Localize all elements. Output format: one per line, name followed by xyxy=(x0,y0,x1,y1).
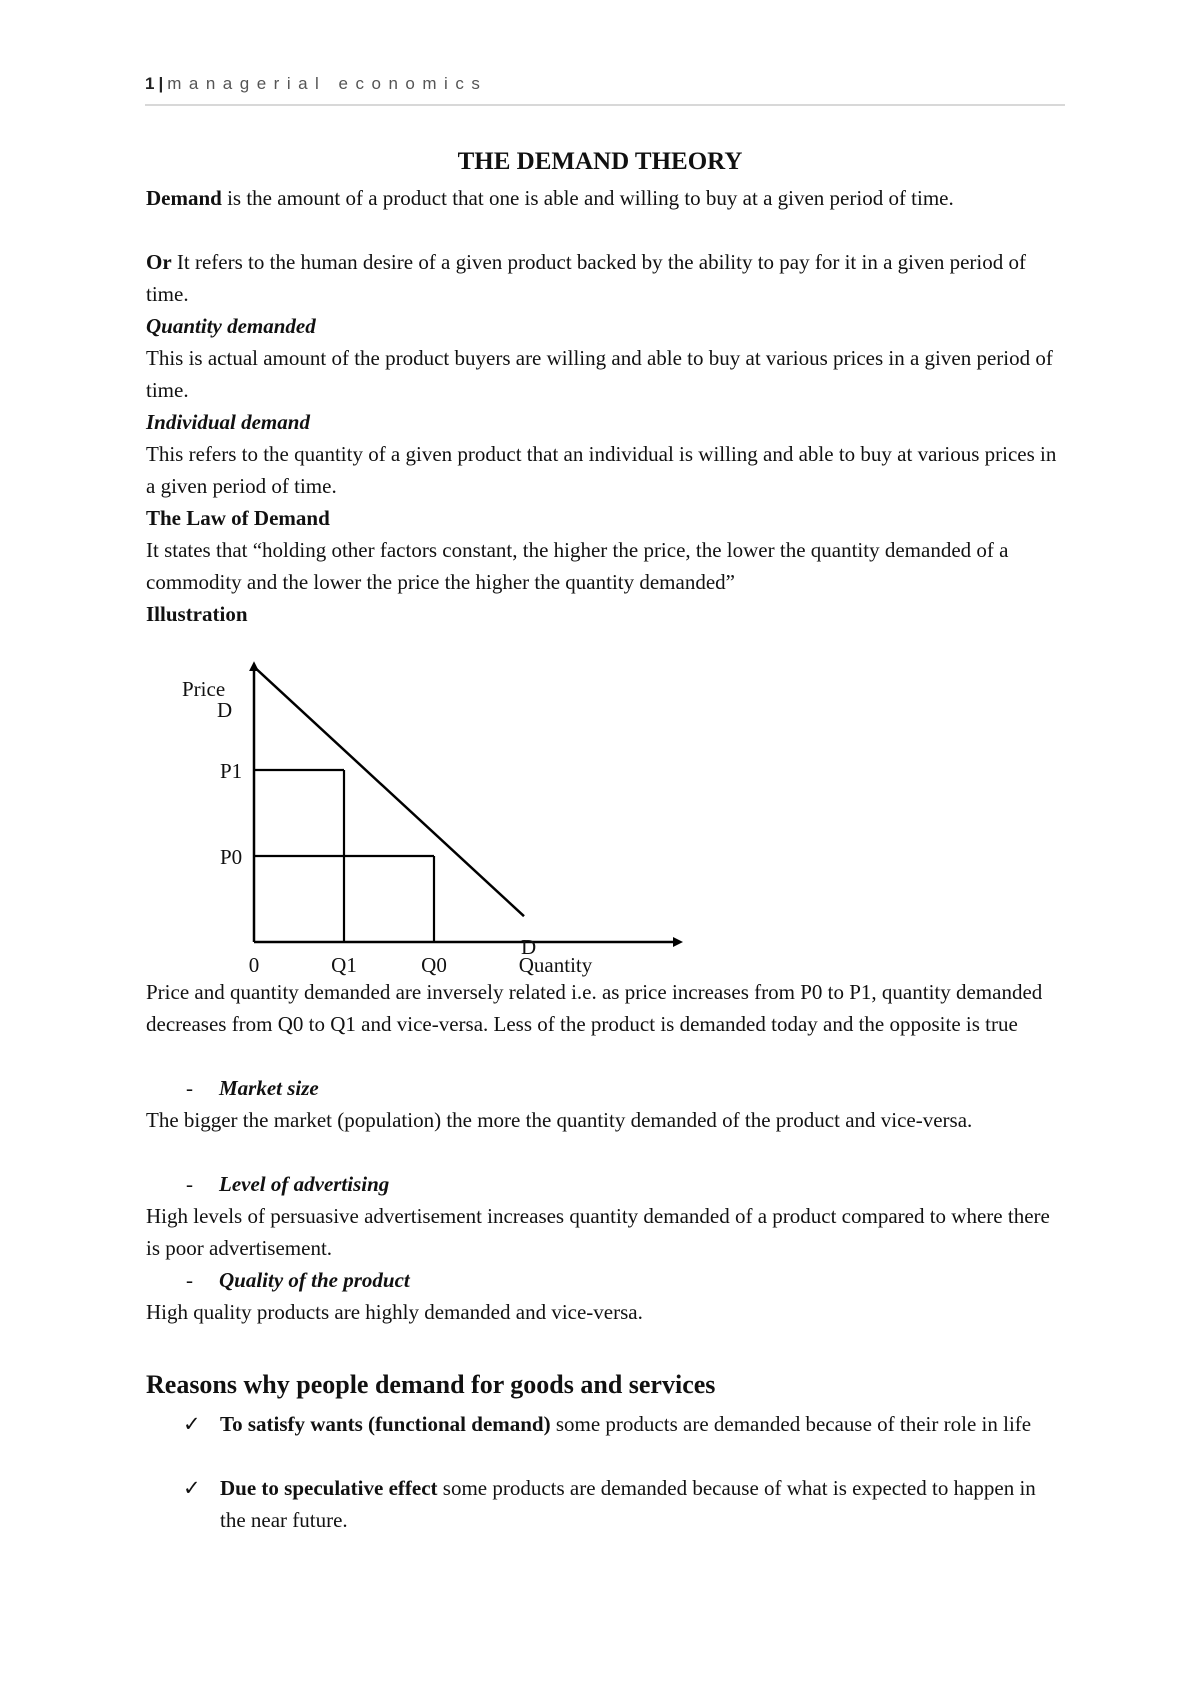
reason-term: Due to speculative effect xyxy=(220,1476,438,1500)
individual-demand-heading: Individual demand xyxy=(146,410,310,434)
page-number: 1 xyxy=(145,74,155,93)
origin-label: 0 xyxy=(248,953,260,977)
demand-definition-text: is the amount of a product that one is able and willing to buy at a given period of time. xyxy=(221,186,954,210)
quantity-demanded-heading: Quantity demanded xyxy=(146,314,316,338)
factor-quality-text: High quality products are highly demanded and vice-versa. xyxy=(146,1300,643,1324)
demand-curve-line xyxy=(254,667,524,916)
factor-heading: Quality of the product xyxy=(219,1268,410,1292)
reason-text: some products are demanded because of their role in life xyxy=(550,1412,1032,1436)
individual-demand-text: This refers to the quantity of a given product that an individual is willing and able to buy at various prices in a given period of time. xyxy=(146,442,1057,498)
factor-advertising-heading xyxy=(186,1168,389,1200)
check-mark-icon: ✓ xyxy=(183,1476,201,1500)
inverse-relationship-text: Price and quantity demanded are inversely related i.e. as price increases from P0 to P1, quantity demanded decreases from Q0 to Q1 and vice-versa. Less of the product is demanded today and the opposite is true xyxy=(146,980,1043,1036)
demand-alternative-text: It refers to the human desire of a given product backed by the ability to pay for it in a given period of time. xyxy=(146,250,1026,306)
reason-item xyxy=(183,1408,1063,1440)
y-axis-label: Price xyxy=(182,677,226,702)
reason-term: To satisfy wants (functional demand) xyxy=(220,1412,551,1436)
x-axis-label: Quantity xyxy=(518,953,593,977)
x-tick-label: Q0 xyxy=(421,953,447,977)
reasons-heading: Reasons why people demand for goods and services xyxy=(146,1370,716,1399)
factor-advertising-text: High levels of persuasive advertisement increases quantity demanded of a product compared to where there is poor advertisement. xyxy=(146,1204,1050,1260)
dash-marker: - xyxy=(186,1076,193,1100)
or-term: Or xyxy=(146,250,172,274)
dash-marker: - xyxy=(186,1172,193,1196)
factor-market-size-heading xyxy=(186,1072,319,1104)
y-tick-label: P0 xyxy=(220,845,243,869)
curve-label-bottom: D xyxy=(521,935,537,960)
factor-heading: Level of advertising xyxy=(219,1172,390,1196)
demand-term: Demand xyxy=(146,186,222,210)
reason-item xyxy=(183,1472,1063,1536)
factor-quality-heading xyxy=(186,1264,410,1296)
reason-text: some products are demanded because of what is expected to happen in the near future. xyxy=(220,1476,1036,1532)
x-tick-label: Q1 xyxy=(331,953,357,977)
document-title: THE DEMAND THEORY xyxy=(457,148,743,175)
illustration-heading: Illustration xyxy=(146,602,248,626)
law-of-demand-text: It states that “holding other factors constant, the higher the price, the lower the quantity demanded of a commodity and the lower the price the higher the quantity demanded” xyxy=(146,538,1009,594)
curve-label-top: D xyxy=(217,697,233,722)
factor-heading: Market size xyxy=(219,1076,319,1100)
quantity-demanded-text: This is actual amount of the product buyers are willing and able to buy at various prices in a given period of time. xyxy=(146,346,1053,402)
dash-marker: - xyxy=(186,1268,193,1292)
header-title: managerial economics xyxy=(167,74,488,93)
law-of-demand-heading: The Law of Demand xyxy=(146,506,330,530)
header-separator: | xyxy=(158,74,164,93)
factor-market-size-text: The bigger the market (population) the more the quantity demanded of the product and vice-versa. xyxy=(146,1108,973,1132)
y-tick-label: P1 xyxy=(220,759,243,783)
check-mark-icon: ✓ xyxy=(183,1412,201,1436)
